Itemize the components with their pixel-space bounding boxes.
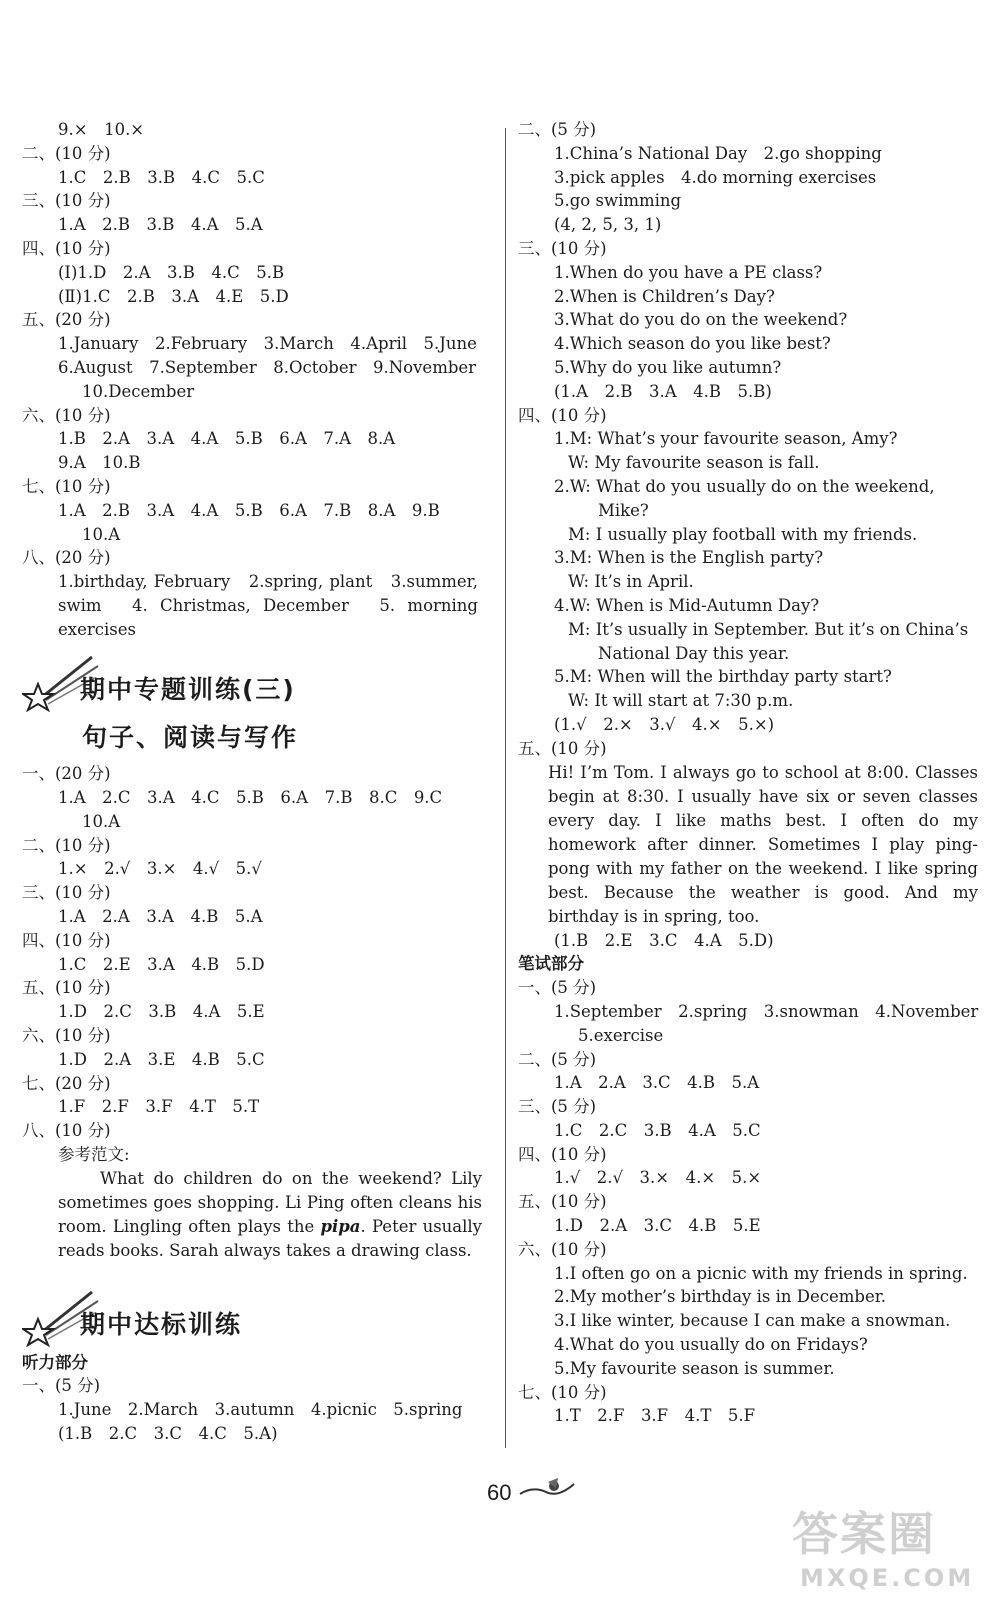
section-heading: 七、(10 分) — [22, 476, 111, 496]
section-heading: 七、(10 分) — [518, 1382, 607, 1402]
answer-line: 3.I like winter, because I can make a snowman. — [554, 1311, 951, 1331]
page-number: 60 — [487, 1480, 512, 1505]
answer-line: W: My favourite season is fall. — [568, 453, 820, 473]
answer-line: 4.What do you usually do on Fridays? — [554, 1335, 868, 1355]
essay-text-1: What do children do on the weekend? Lily sometimes goes shopping. Li Ping often cleans his room. Lingling often plays the — [58, 1168, 482, 1236]
decorative-ornament-icon — [518, 1476, 578, 1506]
answer-line: 参考范文: — [58, 1144, 130, 1164]
answer-line: 10.A — [82, 811, 121, 831]
section-heading: 三、(5 分) — [518, 1097, 597, 1117]
section-heading: 四、(10 分) — [22, 238, 111, 258]
answer-line: 1.C 2.B 3.B 4.C 5.C — [58, 167, 265, 187]
section-heading: 八、(10 分) — [22, 1121, 111, 1141]
answer-line: 1.When do you have a PE class? — [554, 262, 823, 282]
section-heading: 一、(5 分) — [22, 1376, 101, 1396]
section8-answers: 1.birthday, February 2.spring, plant 3.summer, swim 4. Christmas, December 5. morning exercises — [58, 572, 478, 640]
section-title-3-line2: 句子、阅读与写作 — [82, 723, 299, 753]
section-heading: 三、(10 分) — [518, 238, 607, 258]
section-title-3-line1: 期中专题训练(三) — [80, 675, 296, 705]
listening-passage: Hi! I’m Tom. I always go to school at 8:00. Classes begin at 8:30. I usually have six or seven classes every day. I like maths best. I often do my homework after dinner. Sometimes I play ping-pong with my father on the weekend. I like spring best. Because the weather is good. And my birthday is in spring, too. — [548, 762, 978, 926]
answer-line: 10.A — [82, 524, 121, 544]
answer-line: 1.C 2.E 3.A 4.B 5.D — [58, 954, 265, 974]
left-column — [22, 118, 492, 1446]
section-title-block-3 — [22, 652, 492, 762]
answer-line: 1.M: What’s your favourite season, Amy? — [554, 429, 898, 449]
answer-line: 1.A 2.C 3.A 4.C 5.B 6.A 7.B 8.C 9.C — [58, 787, 443, 807]
answer-line: 1.B 2.A 3.A 4.A 5.B 6.A 7.A 8.A — [58, 429, 396, 449]
watermark-title: 答案圈 — [792, 1507, 936, 1561]
answer-line: 3.What do you do on the weekend? — [554, 310, 848, 330]
left-answer-list-mid — [22, 762, 492, 1167]
section-title-4: 期中达标训练 — [80, 1309, 243, 1339]
answer-line: M: It’s usually in September. But it’s on China’s — [568, 619, 969, 639]
left-answer-list-bottom — [22, 1351, 492, 1446]
answer-line: 6.August 7.September 8.October 9.November — [58, 357, 477, 377]
section-heading: 六、(10 分) — [22, 1025, 111, 1045]
answer-line: 1.I often go on a picnic with my friends in spring. — [554, 1263, 968, 1283]
answer-line: 5.go swimming — [554, 191, 682, 211]
column-divider — [505, 128, 506, 1448]
answer-line: 1.C 2.C 3.B 4.A 5.C — [554, 1120, 761, 1140]
section-heading: 二、(5 分) — [518, 1049, 597, 1069]
answer-line: 1.T 2.F 3.F 4.T 5.F — [554, 1406, 756, 1426]
answer-line: 4.Which season do you like best? — [554, 334, 831, 354]
answer-line: 1.A 2.A 3.C 4.B 5.A — [554, 1073, 760, 1093]
section-title-block-4 — [22, 1287, 492, 1351]
answer-line: (Ⅰ)1.D 2.A 3.B 4.C 5.B — [58, 262, 285, 282]
section-heading: 五、(10 分) — [518, 738, 607, 758]
section-heading: 二、(10 分) — [22, 835, 111, 855]
answer-line: M: I usually play football with my friends. — [568, 524, 918, 544]
right-column — [518, 118, 978, 1428]
left-answer-list-top — [22, 118, 492, 570]
answer-line: National Day this year. — [598, 643, 790, 663]
answer-line: 1.A 2.A 3.A 4.B 5.A — [58, 906, 263, 926]
answer-line: (1.A 2.B 3.A 4.B 5.B) — [554, 381, 772, 401]
answer-line: (Ⅱ)1.C 2.B 3.A 4.E 5.D — [58, 286, 289, 306]
right-answer-list-a — [518, 118, 978, 761]
section-heading: 笔试部分 — [518, 954, 584, 974]
model-essay — [22, 1167, 492, 1263]
answer-line: 4.W: When is Mid-Autumn Day? — [554, 595, 820, 615]
section-heading: 四、(10 分) — [22, 930, 111, 950]
section-heading: 听力部分 — [22, 1352, 88, 1372]
section-heading: 五、(20 分) — [22, 310, 111, 330]
answer-line: 1.× 2.√ 3.× 4.√ 5.√ — [58, 859, 262, 879]
section-heading: 三、(10 分) — [22, 883, 111, 903]
answer-line: (1.√ 2.× 3.√ 4.× 5.×) — [554, 714, 775, 734]
answer-line: (4, 2, 5, 3, 1) — [554, 215, 662, 235]
section-heading: 二、(10 分) — [22, 143, 111, 163]
essay-text-2: . Peter usually reads books. Sarah always takes a drawing class. — [58, 1216, 482, 1260]
answer-line: 1.D 2.A 3.C 4.B 5.E — [554, 1216, 761, 1236]
answer-line: 10.December — [82, 381, 195, 401]
answer-line: (1.B 2.C 3.C 4.C 5.A) — [58, 1424, 278, 1444]
answer-line: 1.A 2.B 3.B 4.A 5.A — [58, 215, 263, 235]
answer-line: 5.exercise — [578, 1025, 664, 1045]
answer-line: 3.pick apples 4.do morning exercises — [554, 167, 877, 187]
section-heading: 七、(20 分) — [22, 1073, 111, 1093]
answer-line: 1.D 2.C 3.B 4.A 5.E — [58, 1002, 265, 1022]
essay-pipa: pipa — [320, 1216, 361, 1236]
section-heading: 一、(20 分) — [22, 764, 111, 784]
answer-line: 1.D 2.A 3.E 4.B 5.C — [58, 1049, 265, 1069]
answer-line: 9.× 10.× — [58, 120, 145, 139]
answer-line: 1.√ 2.√ 3.× 4.× 5.× — [554, 1168, 762, 1188]
answer-line: 5.My favourite season is summer. — [554, 1358, 835, 1378]
answer-line: 1.June 2.March 3.autumn 4.picnic 5.spring — [58, 1400, 463, 1420]
answer-line: 1.January 2.February 3.March 4.April 5.June — [58, 334, 477, 354]
section-heading: 三、(10 分) — [22, 191, 111, 211]
section-heading: 六、(10 分) — [22, 405, 111, 425]
section-heading: 一、(5 分) — [518, 978, 597, 998]
answer-line: 1.China’s National Day 2.go shopping — [554, 143, 882, 163]
answer-line: Mike? — [598, 500, 649, 520]
answer-line: W: It’s in April. — [568, 572, 694, 592]
right-answer-list-b — [518, 929, 978, 1429]
section-heading: 五、(10 分) — [518, 1192, 607, 1212]
section-heading: 四、(10 分) — [518, 1144, 607, 1164]
answer-line: 3.M: When is the English party? — [554, 548, 824, 568]
answer-line: 5.M: When will the birthday party start? — [554, 667, 892, 687]
answer-line: 2.When is Children’s Day? — [554, 286, 775, 306]
answer-line: 1.F 2.F 3.F 4.T 5.T — [58, 1097, 260, 1117]
answer-line: W: It will start at 7:30 p.m. — [568, 691, 794, 711]
watermark — [792, 1498, 974, 1592]
section-heading: 五、(10 分) — [22, 978, 111, 998]
answer-line: 5.Why do you like autumn? — [554, 357, 782, 377]
answer-line: (1.B 2.E 3.C 4.A 5.D) — [554, 930, 774, 950]
section-heading: 四、(10 分) — [518, 405, 607, 425]
answer-line: 1.A 2.B 3.A 4.A 5.B 6.A 7.B 8.A 9.B — [58, 500, 440, 520]
answer-line: 2.W: What do you usually do on the weekend, — [554, 476, 935, 496]
watermark-url: MXQE.COM — [800, 1564, 975, 1592]
answer-line: 9.A 10.B — [58, 453, 141, 473]
answer-line: 2.My mother’s birthday is in December. — [554, 1287, 887, 1307]
section-heading: 二、(5 分) — [518, 120, 597, 139]
section-heading: 八、(20 分) — [22, 548, 111, 568]
answer-line: 1.September 2.spring 3.snowman 4.November — [554, 1001, 979, 1021]
section-heading: 六、(10 分) — [518, 1239, 607, 1259]
